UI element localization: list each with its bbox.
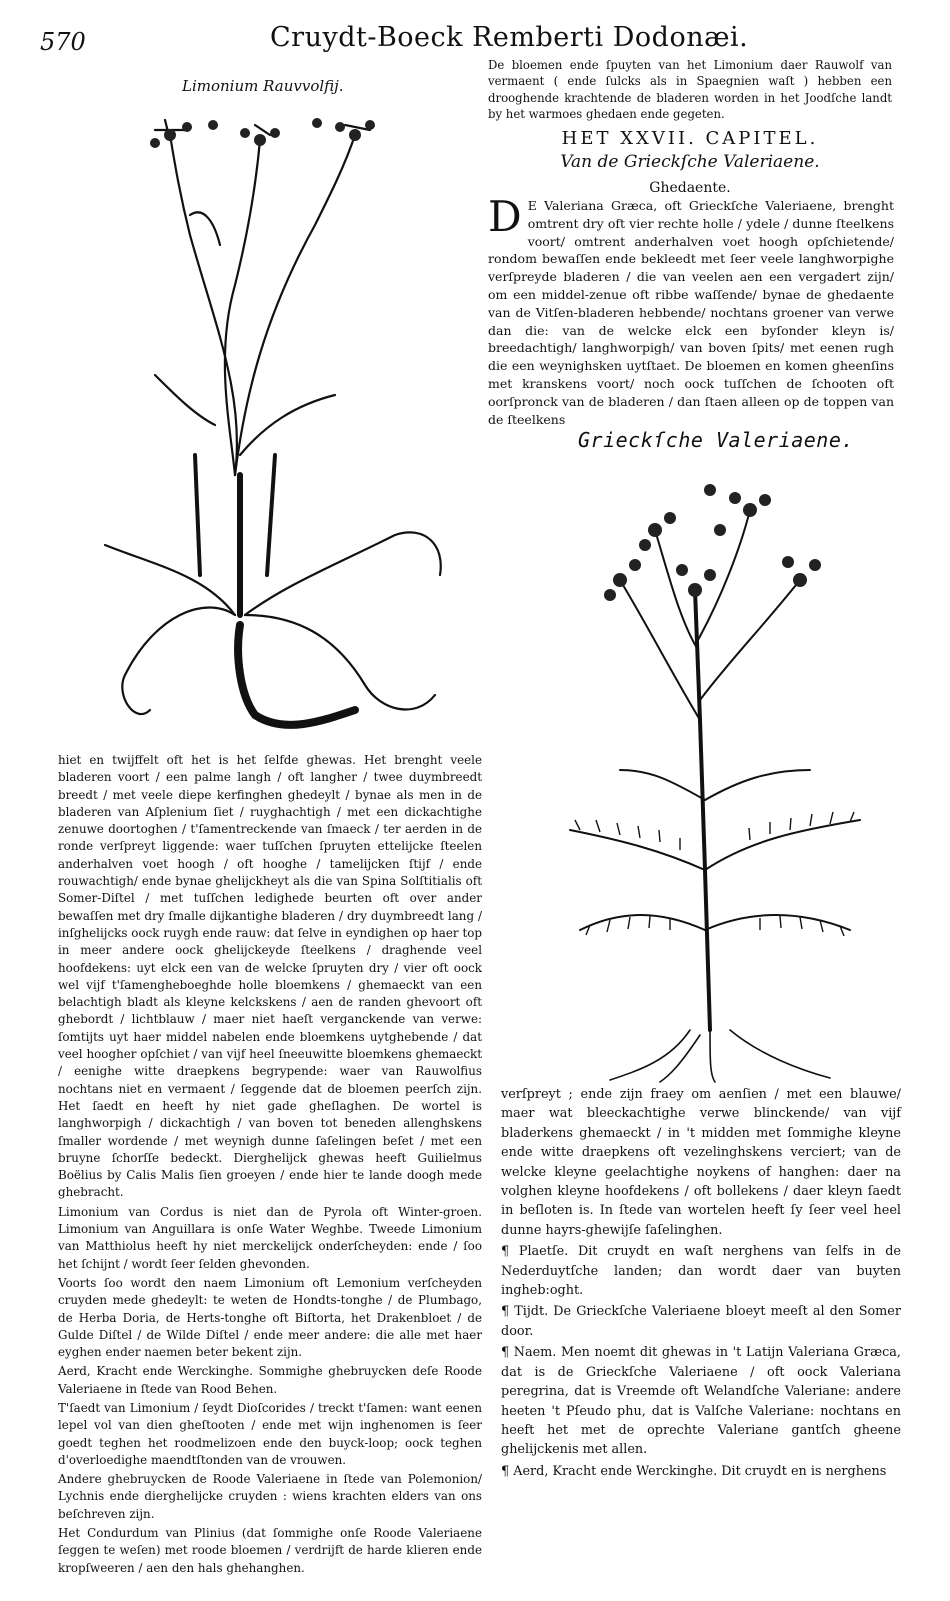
right-paragraph: ¶ Naem. Men noemt dit ghewas in 't Latijn Valeriana Græca, dat is de Grieckſche Valeriaene / oft oock Valeriana peregrina, dat is Vreemde oft Welandſche Valeriane: andere heeten 't Pſeudo phu, dat is Valſche Valeriane: nochtans en heeft het met de oprechte Valeriane gantſch gheene ghelijckenis met allen.	[501, 1345, 901, 1458]
chapter-title: Van de Grieckſche Valeriaene.	[560, 152, 820, 172]
right-intro-paragraph	[488, 192, 894, 428]
left-paragraph: Het Condurdum van Plinius (dat ſommighe onſe Roode Valeriaene ſeggen te weſen) met roode bloemen / verdrijft de harde klieren ende kropſweeren / aen den hals ghehanghen.	[58, 1526, 482, 1575]
right-paragraph: ¶ Aerd, Kracht ende Werckinghe. Dit cruydt en is nerghens	[501, 1463, 887, 1479]
left-paragraph: Andere ghebruycken de Roode Valeriaene in ſtede van Polemonion/ Lychnis ende dierghelijcke cruyden : wiens krachten elders van ons beſchreven zijn.	[58, 1472, 482, 1521]
left-paragraph: T'ſaedt van Limonium / ſeydt Dioſcorides / treckt t'ſamen: want eenen lepel vol van dien gheſtooten / ende met wijn inghenomen is ſeer goedt teghen het roodmelizoen ende den buyck-loop; oock teghen d'overloedighe maendtſtonden van de vrouwen.	[58, 1400, 482, 1467]
left-body-text	[58, 752, 482, 1579]
left-paragraph: Limonium van Cordus is niet dan de Pyrola oft Winter-groen. Limonium van Anguillara is onſe Water Weghbe. Tweede Limonium van Matthiolus heeft hy niet merckelijck onderſcheyden: ende / ſoo het ſchijnt / wordt ſeer ſelden ghevonden.	[58, 1204, 482, 1271]
drop-cap: D	[488, 192, 522, 241]
page-number: 570	[40, 28, 86, 56]
running-head: Cruydt-Boeck Remberti Dodonæi.	[270, 22, 749, 53]
valerian-plant-woodcut-icon	[560, 470, 870, 1085]
left-paragraph: Aerd, Kracht ende Werckinghe. Sommighe ghebruycken deſe Roode Valeriaene in ſtede van Rood Behen.	[58, 1364, 482, 1396]
right-figure-caption: Grieckſche Valeriaene.	[578, 428, 854, 452]
section-heading: Ghedaente.	[649, 180, 731, 196]
right-body-text	[501, 1085, 901, 1483]
top-right-paragraph: De bloemen ende ſpuyten van het Limonium daer Rauwolf van vermaent ( ende ſulcks als in Spaegnien waſt ) hebben een drooghende krachtende de bladeren worden in het Joodſche landt by het warmoes ghedaen ende gegeten.	[488, 58, 892, 121]
right-intro-text: E Valeriana Græca, oft Grieckſche Valeriaene, brenght omtrent dry oft vier rechte holle / ydele / dunne ſteelkens voort/ omtrent anderhalven voet hoogh opſchietende/ rondom bewaſſen ende bekleedt met ſeer veele langhworpighe verſpreyde bladeren / die van veelen aen een vergadert zijn/ om een middel-zenue oft ribbe waſſende/ bynae de ghedaente van de Vitſen-bladeren hebbende/ nochtans groener van verwe dan die: van de welcke elck een byſonder kleyn is/ breedachtigh/ langhworpigh/ van boven ſpits/ met eenen rugh die een weynighsken uytſtaet. De bloemen en komen gheenſins met kranskens voort/ noch oock tuſſchen de ſchooten oft oorſpronck van de bladeren / dan ſtaen alleen op de toppen van de ſteelkens	[488, 198, 894, 427]
right-paragraph: verſpreyt ; ende zijn fraey om aenſien / met een blauwe/ maer wat bleeckachtighe verwe blinckende/ van vijf bladerkens ghemaeckt / in 't midden met ſommighe kleyne ende witte draepkens oft vezelinghskens verciert; van de welcke kleyne geelachtighe noykens of hanghen: daer na volghen kleyne hoofdekens / oft bollekens / daer kleyn ſaedt in beſloten is. In ſtede van wortelen heeft ſy ſeer veel heel dunne hayrs-ghewijſe ſaſelinghen.	[501, 1087, 901, 1238]
left-paragraph: hiet en twijffelt oft het is het ſelfde ghewas. Het brenght veele bladeren voort / een palme langh / oft langher / twee duymbreedt breedt / met veele diepe kerfinghen ghedeylt / bynae als men in de bladeren van Aſplenium ſiet / ruyghachtigh / met een dickachtighe zenuwe doortoghen / t'ſamentreckende van ſmaeck / ter aerden in de ronde verſpreyt liggende: waer tuſſchen ſpruyten ettelijcke ſteelen anderhalven voet hoogh / oft hooghe / tamelijcken ſtijf / ende rouwachtigh/ ende bynae ghelijckheyt als die van Spina Solſtitialis oft Somer-Diſtel / met tuſſchen ledighede beurten oft over ander bewaſſen met dry ſmalle dijkantighe bladeren / dry duymbreedt lang / inſghelijcks oock ruygh ende rauw: dat ſelve in eyndighen op haer top in meer andere oock ghelijckeyde ſteelkens / draghende veel hoofdekens: uyt elck een van de welcke ſpruyten dry / vier oft oock wel vijf t'ſamengheboeghde holle bloemkens / ghemaeckt van een belachtigh bladt als kleyne kelckskens / aen de randen ghevoort oft ghebordt / lichtblauw / maer niet haeſt verganckende van verwe: ſomtijts uyt haer middel nabelen ende bloemkens uytghebende / dat veel hoogher opſchiet / van vijf heel ſneeuwitte bloemkens ghemaeckt / eenighe witte draepkens begrypende: waer van Rauwolfius nochtans niet en vermaent / ſeggende dat de bloemen peerſch zijn. Het ſaedt en heeft hy niet gade gheſlaghen. De wortel is langhworpigh / dickachtigh / van boven tot beneden allenghskens ſmaller wordende / met weynigh dunne ſaſelingen beſet / met een bruyne ſchorſſe bedeckt. Dierghelijck ghewas heeft Guilielmus Boëlius by Calis Malis ſien groeyen / ende hier te lande doogh mede ghebracht.	[58, 753, 482, 1200]
limonium-plant-woodcut-icon	[95, 95, 455, 735]
right-paragraph: ¶ Plaetſe. Dit cruydt en waſt nerghens van ſelfs in de Nederduytſche landen; dan wordt daer van buyten ingheb:oght.	[501, 1244, 901, 1299]
left-paragraph: Voorts ſoo wordt den naem Limonium oft Lemonium verſcheyden cruyden mede ghedeylt: te weten de Hondts-tonghe / de Plumbago, de Herba Doria, de Herts-tonghe oft Biſtorta, het Drakenbloet / de Gulde Diſtel / de Wilde Diſtel / ende meer andere: die alle met haer eyghen ender naemen beter bekent zijn.	[58, 1275, 482, 1360]
right-paragraph: ¶ Tijdt. De Grieckſche Valeriaene bloeyt meeſt al den Somer door.	[501, 1304, 901, 1339]
chapter-number: HET XXVII. CAPITEL.	[561, 128, 819, 149]
left-figure-caption: Limonium Rauvvolfij.	[182, 77, 344, 95]
